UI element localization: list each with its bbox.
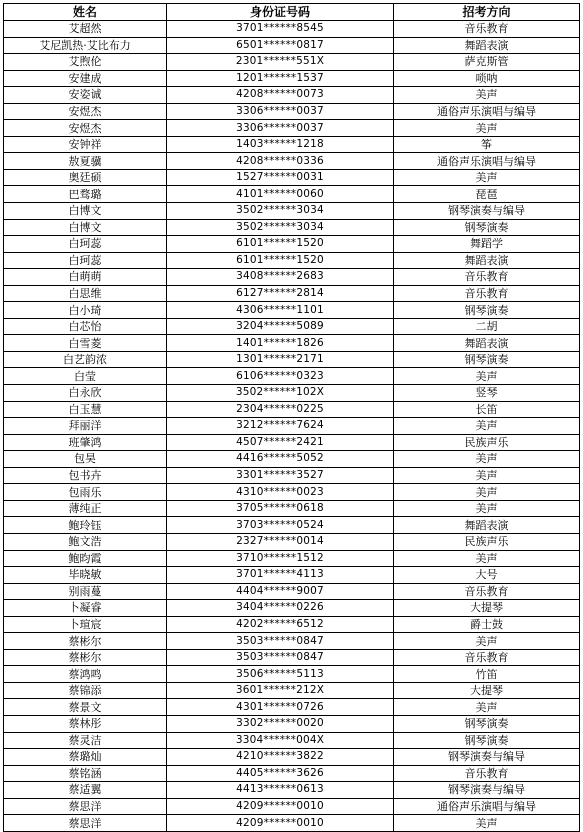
- cell-major: 萨克斯管: [394, 54, 580, 71]
- cell-major: 钢琴演奏与编导: [394, 749, 580, 766]
- cell-id-number: 3701******4113: [167, 567, 394, 584]
- table-row: [4, 302, 580, 319]
- table-row: [4, 682, 580, 699]
- table-row: [4, 37, 580, 54]
- cell-id-number: 3701******8545: [167, 21, 394, 38]
- table-row: [4, 533, 580, 550]
- cell-major: 大提琴: [394, 600, 580, 617]
- cell-name: 鲍昀霞: [4, 550, 167, 567]
- cell-id-number: 3408******2683: [167, 269, 394, 286]
- cell-name: 白雪菱: [4, 335, 167, 352]
- cell-id-number: 3212******7624: [167, 418, 394, 435]
- cell-id-number: 3703******0524: [167, 517, 394, 534]
- cell-major: 音乐教育: [394, 649, 580, 666]
- cell-major: 钢琴演奏: [394, 302, 580, 319]
- cell-major: 美声: [394, 550, 580, 567]
- cell-name: 蔡景文: [4, 699, 167, 716]
- cell-major: 长笛: [394, 401, 580, 418]
- cell-id-number: 2301******551X: [167, 54, 394, 71]
- cell-major: 钢琴演奏: [394, 732, 580, 749]
- table-row: [4, 749, 580, 766]
- table-row: [4, 169, 580, 186]
- cell-name: 蔡思洋: [4, 798, 167, 815]
- table-row: [4, 120, 580, 137]
- cell-id-number: 1403******1218: [167, 136, 394, 153]
- table-row: [4, 467, 580, 484]
- cell-name: 包书卉: [4, 467, 167, 484]
- table-row: [4, 219, 580, 236]
- cell-name: 白博文: [4, 203, 167, 220]
- cell-name: 蔡彬尔: [4, 633, 167, 650]
- cell-id-number: 6106******0323: [167, 368, 394, 385]
- cell-major: 唢呐: [394, 70, 580, 87]
- cell-id-number: 4507******2421: [167, 434, 394, 451]
- cell-name: 安煜杰: [4, 120, 167, 137]
- table-row: [4, 732, 580, 749]
- table-row: [4, 798, 580, 815]
- cell-major: 美声: [394, 87, 580, 104]
- cell-name: 安姿诚: [4, 87, 167, 104]
- cell-name: 班肇鸿: [4, 434, 167, 451]
- cell-major: 舞蹈学: [394, 236, 580, 253]
- cell-name: 安建成: [4, 70, 167, 87]
- table-row: [4, 666, 580, 683]
- cell-name: 巴骛璐: [4, 186, 167, 203]
- table-row: [4, 782, 580, 799]
- table-body: [4, 21, 580, 832]
- cell-id-number: 6501******0817: [167, 37, 394, 54]
- cell-major: 二胡: [394, 318, 580, 335]
- cell-name: 白珂蕊: [4, 236, 167, 253]
- table-row: [4, 351, 580, 368]
- cell-id-number: 3601******212X: [167, 682, 394, 699]
- cell-name: 蔡鸿鸣: [4, 666, 167, 683]
- table-row: [4, 715, 580, 732]
- table-row: [4, 434, 580, 451]
- cell-major: 钢琴演奏: [394, 219, 580, 236]
- cell-id-number: 3301******3527: [167, 467, 394, 484]
- table-row: [4, 318, 580, 335]
- cell-major: 美声: [394, 815, 580, 832]
- cell-name: 蔡璐灿: [4, 749, 167, 766]
- table-row: [4, 252, 580, 269]
- table-row: [4, 500, 580, 517]
- cell-id-number: 1201******1537: [167, 70, 394, 87]
- cell-major: 钢琴演奏与编导: [394, 203, 580, 220]
- cell-id-number: 4208******0336: [167, 153, 394, 170]
- table-row: [4, 368, 580, 385]
- cell-id-number: 3306******0037: [167, 103, 394, 120]
- cell-major: 爵士鼓: [394, 616, 580, 633]
- cell-id-number: 4208******0073: [167, 87, 394, 104]
- cell-name: 奥廷硕: [4, 169, 167, 186]
- cell-id-number: 3306******0037: [167, 120, 394, 137]
- table-row: [4, 567, 580, 584]
- cell-major: 琵琶: [394, 186, 580, 203]
- cell-name: 白玉慧: [4, 401, 167, 418]
- cell-id-number: 3502******102X: [167, 385, 394, 402]
- table-row: [4, 54, 580, 71]
- cell-major: 通俗声乐演唱与编导: [394, 103, 580, 120]
- cell-major: 舞蹈表演: [394, 252, 580, 269]
- cell-name: 卜凝睿: [4, 600, 167, 617]
- cell-id-number: 4101******0060: [167, 186, 394, 203]
- cell-id-number: 4413******0613: [167, 782, 394, 799]
- table-row: [4, 600, 580, 617]
- cell-id-number: 2327******0014: [167, 533, 394, 550]
- table-row: [4, 583, 580, 600]
- cell-id-number: 3304******004X: [167, 732, 394, 749]
- cell-id-number: 4209******0010: [167, 798, 394, 815]
- cell-name: 蔡适翼: [4, 782, 167, 799]
- cell-major: 通俗声乐演唱与编导: [394, 798, 580, 815]
- table-row: [4, 616, 580, 633]
- cell-name: 别雨蔓: [4, 583, 167, 600]
- cell-major: 钢琴演奏与编导: [394, 782, 580, 799]
- cell-id-number: 3503******0847: [167, 633, 394, 650]
- cell-name: 白博文: [4, 219, 167, 236]
- cell-name: 包雨乐: [4, 484, 167, 501]
- cell-major: 音乐教育: [394, 285, 580, 302]
- table-row: [4, 401, 580, 418]
- cell-major: 美声: [394, 368, 580, 385]
- cell-name: 白珂蕊: [4, 252, 167, 269]
- table-row: [4, 418, 580, 435]
- cell-id-number: 2304******0225: [167, 401, 394, 418]
- cell-name: 艾尼凯热·艾比布力: [4, 37, 167, 54]
- cell-major: 民族声乐: [394, 533, 580, 550]
- cell-major: 舞蹈表演: [394, 335, 580, 352]
- cell-name: 薄纯正: [4, 500, 167, 517]
- cell-major: 大提琴: [394, 682, 580, 699]
- cell-id-number: 4301******0726: [167, 699, 394, 716]
- cell-id-number: 3503******0847: [167, 649, 394, 666]
- cell-major: 美声: [394, 120, 580, 137]
- cell-major: 音乐教育: [394, 21, 580, 38]
- cell-id-number: 1527******0031: [167, 169, 394, 186]
- cell-major: 钢琴演奏: [394, 351, 580, 368]
- table-row: [4, 385, 580, 402]
- cell-id-number: 3502******3034: [167, 203, 394, 220]
- cell-name: 蔡灵洁: [4, 732, 167, 749]
- cell-id-number: 1301******2171: [167, 351, 394, 368]
- table-row: [4, 815, 580, 832]
- cell-name: 安钟祥: [4, 136, 167, 153]
- cell-major: 美声: [394, 699, 580, 716]
- cell-major: 美声: [394, 484, 580, 501]
- cell-major: 美声: [394, 633, 580, 650]
- cell-name: 白芯怡: [4, 318, 167, 335]
- roster-sheet: [3, 3, 579, 832]
- cell-id-number: 4306******1101: [167, 302, 394, 319]
- cell-id-number: 4209******0010: [167, 815, 394, 832]
- table-row: [4, 285, 580, 302]
- cell-id-number: 3204******5089: [167, 318, 394, 335]
- cell-name: 白永欣: [4, 385, 167, 402]
- table-row: [4, 335, 580, 352]
- cell-name: 艾煦伦: [4, 54, 167, 71]
- cell-id-number: 6101******1520: [167, 252, 394, 269]
- cell-name: 白萌萌: [4, 269, 167, 286]
- cell-id-number: 4405******3626: [167, 765, 394, 782]
- table-row: [4, 153, 580, 170]
- header-id-number: 身份证号码: [167, 4, 394, 21]
- cell-id-number: 3302******0020: [167, 715, 394, 732]
- cell-name: 艾超然: [4, 21, 167, 38]
- table-row: [4, 103, 580, 120]
- cell-major: 美声: [394, 418, 580, 435]
- cell-major: 竹笛: [394, 666, 580, 683]
- cell-major: 美声: [394, 451, 580, 468]
- cell-name: 鲍文浩: [4, 533, 167, 550]
- table-row: [4, 649, 580, 666]
- cell-id-number: 6101******1520: [167, 236, 394, 253]
- header-name: 姓名: [4, 4, 167, 21]
- cell-name: 蔡铭涵: [4, 765, 167, 782]
- cell-major: 舞蹈表演: [394, 517, 580, 534]
- cell-id-number: 3404******0226: [167, 600, 394, 617]
- cell-name: 蔡彬尔: [4, 649, 167, 666]
- cell-major: 音乐教育: [394, 269, 580, 286]
- cell-major: 通俗声乐演唱与编导: [394, 153, 580, 170]
- cell-major: 音乐教育: [394, 765, 580, 782]
- cell-major: 筝: [394, 136, 580, 153]
- table-row: [4, 765, 580, 782]
- table-row: [4, 70, 580, 87]
- table-header-row: [4, 4, 580, 21]
- cell-name: 卜瑄宸: [4, 616, 167, 633]
- table-row: [4, 633, 580, 650]
- table-row: [4, 21, 580, 38]
- table-row: [4, 451, 580, 468]
- cell-name: 白莹: [4, 368, 167, 385]
- table-row: [4, 136, 580, 153]
- applicant-table: [3, 3, 580, 832]
- table-row: [4, 699, 580, 716]
- cell-major: 钢琴演奏: [394, 715, 580, 732]
- cell-name: 白思维: [4, 285, 167, 302]
- cell-id-number: 6127******2814: [167, 285, 394, 302]
- cell-major: 美声: [394, 500, 580, 517]
- cell-id-number: 3710******1512: [167, 550, 394, 567]
- cell-major: 美声: [394, 467, 580, 484]
- table-row: [4, 87, 580, 104]
- table-row: [4, 203, 580, 220]
- table-row: [4, 269, 580, 286]
- cell-id-number: 1401******1826: [167, 335, 394, 352]
- cell-id-number: 3705******0618: [167, 500, 394, 517]
- cell-name: 白小琦: [4, 302, 167, 319]
- cell-id-number: 4210******3822: [167, 749, 394, 766]
- cell-name: 蔡锦添: [4, 682, 167, 699]
- cell-major: 大号: [394, 567, 580, 584]
- cell-id-number: 4310******0023: [167, 484, 394, 501]
- table-row: [4, 186, 580, 203]
- cell-major: 美声: [394, 169, 580, 186]
- table-row: [4, 550, 580, 567]
- header-major: 招考方向: [394, 4, 580, 21]
- cell-id-number: 4416******5052: [167, 451, 394, 468]
- table-row: [4, 236, 580, 253]
- cell-name: 包昊: [4, 451, 167, 468]
- cell-name: 拜丽洋: [4, 418, 167, 435]
- cell-name: 鲍玲钰: [4, 517, 167, 534]
- table-row: [4, 517, 580, 534]
- cell-major: 民族声乐: [394, 434, 580, 451]
- cell-name: 毕晓敏: [4, 567, 167, 584]
- cell-name: 安煜杰: [4, 103, 167, 120]
- cell-major: 舞蹈表演: [394, 37, 580, 54]
- cell-name: 蔡林彤: [4, 715, 167, 732]
- cell-name: 白艺韵浓: [4, 351, 167, 368]
- cell-id-number: 4202******6512: [167, 616, 394, 633]
- cell-major: 竖琴: [394, 385, 580, 402]
- cell-name: 敖夏骥: [4, 153, 167, 170]
- cell-id-number: 3506******5113: [167, 666, 394, 683]
- cell-id-number: 3502******3034: [167, 219, 394, 236]
- table-row: [4, 484, 580, 501]
- cell-id-number: 4404******9007: [167, 583, 394, 600]
- cell-major: 音乐教育: [394, 583, 580, 600]
- cell-name: 蔡思洋: [4, 815, 167, 832]
